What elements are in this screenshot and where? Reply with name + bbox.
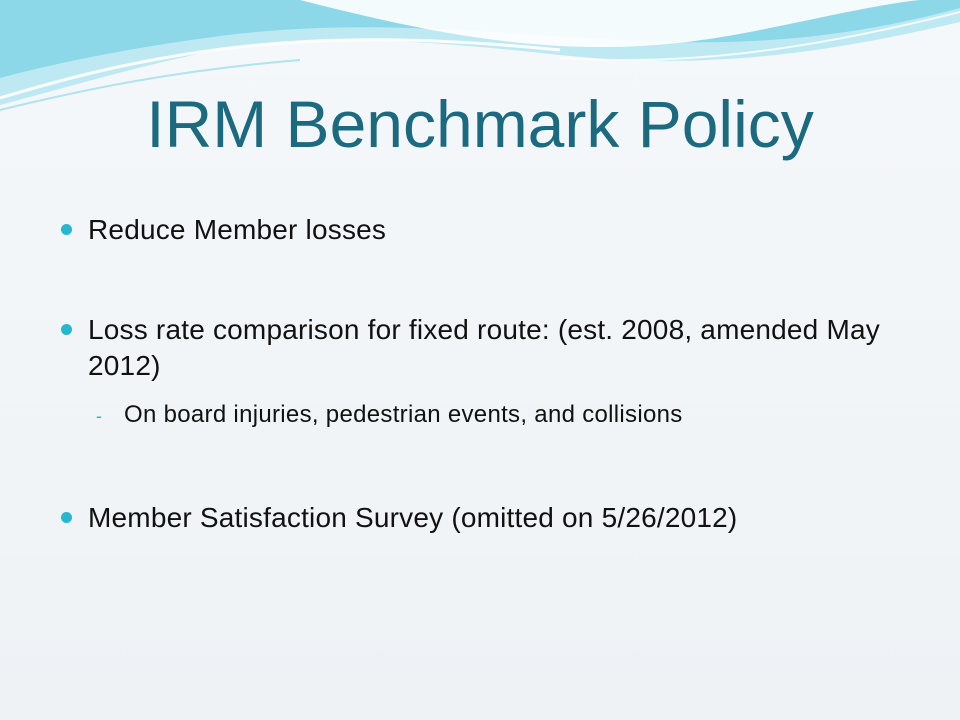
bullet-dot-icon bbox=[61, 224, 72, 235]
bullet-text: Member Satisfaction Survey (omitted on 5/26/2012) bbox=[88, 502, 738, 533]
bullet-dot-icon bbox=[61, 324, 72, 335]
bullet-dot-icon bbox=[61, 512, 72, 523]
slide-title: IRM Benchmark Policy bbox=[146, 87, 814, 161]
bullet-text: Reduce Member losses bbox=[88, 214, 387, 245]
sub-bullet-text: On board injuries, pedestrian events, and collisions bbox=[124, 401, 683, 428]
sub-bullet-dash-icon: - bbox=[96, 406, 102, 426]
bullet-text: Loss rate comparison for fixed route: (est. 2008, amended May 2012) bbox=[88, 314, 880, 381]
